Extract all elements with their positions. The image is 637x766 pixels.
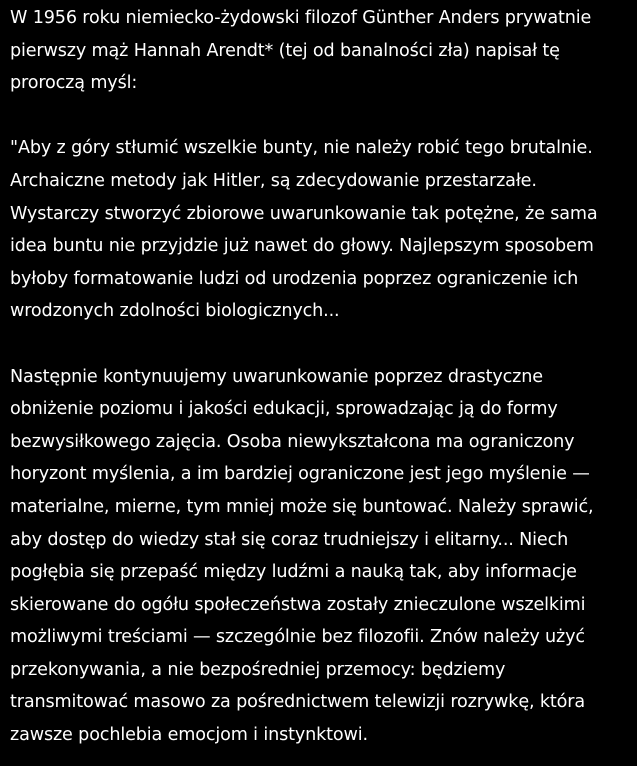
text-line: transmitować masowo za pośrednictwem telewizji rozrywkę, która bbox=[10, 692, 586, 713]
text-line: pierwszy mąż Hannah Arendt* (tej od banalności zła) napisał tę bbox=[10, 40, 560, 61]
text-line: możliwymi treściami — szczególnie bez filozofii. Znów należy użyć bbox=[10, 627, 585, 648]
paragraph-quote-2 bbox=[10, 361, 627, 752]
text-line: aby dostęp do wiedzy stał się coraz trudniejszy i elitarny... Niech bbox=[10, 529, 569, 550]
text-line: Następnie kontynuujemy uwarunkowanie poprzez drastyczne bbox=[10, 366, 543, 387]
text-line: proroczą myśl: bbox=[10, 73, 138, 94]
paragraph-intro bbox=[10, 2, 627, 100]
text-line: "Aby z góry stłumić wszelkie bunty, nie należy robić tego brutalnie. bbox=[10, 138, 593, 159]
text-line: Wystarczy stworzyć zbiorowe uwarunkowanie tak potężne, że sama bbox=[10, 203, 598, 224]
text-line: wrodzonych zdolności biologicznych... bbox=[10, 301, 340, 322]
text-line: skierowane do ogółu społeczeństwa zostały znieczulone wszelkimi bbox=[10, 594, 586, 615]
text-line: bezwysiłkowego zajęcia. Osoba niewykształcona ma ograniczony bbox=[10, 431, 575, 452]
text-line: przekonywania, a nie bezpośredniej przemocy: będziemy bbox=[10, 659, 506, 680]
text-line: Archaiczne metody jak Hitler, są zdecydowanie przestarzałe. bbox=[10, 170, 537, 191]
paragraph-quote-1 bbox=[10, 132, 627, 328]
text-line: W 1956 roku niemiecko-żydowski filozof Günther Anders prywatnie bbox=[10, 8, 592, 28]
text-line: idea buntu nie przyjdzie już nawet do głowy. Najlepszym sposobem bbox=[10, 236, 594, 257]
paragraph-spacer bbox=[10, 100, 627, 133]
text-line: zawsze pochlebia emocjom i instynktowi. bbox=[10, 725, 368, 746]
text-line: horyzont myślenia, a im bardziej ograniczone jest jego myślenie — bbox=[10, 464, 590, 485]
text-line: byłoby formatowanie ludzi od urodzenia poprzez ograniczenie ich bbox=[10, 268, 579, 289]
paragraph-spacer bbox=[10, 328, 627, 361]
text-line: pogłębia się przepaść między ludźmi a nauką tak, aby informacje bbox=[10, 562, 577, 583]
text-line: obniżenie poziomu i jakości edukacji, sprowadzając ją do formy bbox=[10, 399, 558, 420]
text-line: materialne, mierne, tym mniej może się buntować. Należy sprawić, bbox=[10, 496, 594, 517]
